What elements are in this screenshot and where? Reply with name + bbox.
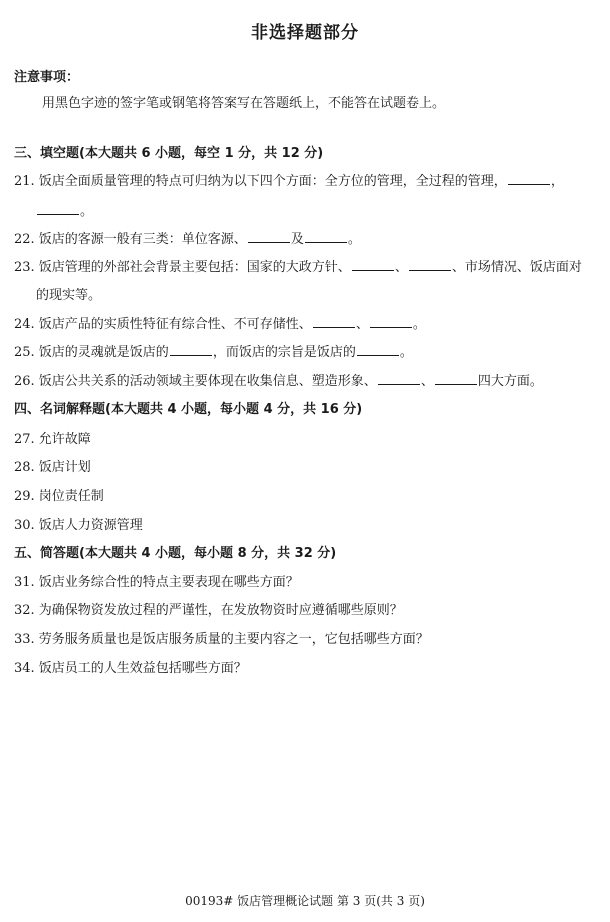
answer-blank (248, 231, 290, 243)
question-26 (14, 370, 543, 389)
section5-heading: 五、简答题(本大题共 4 小题，每小题 8 分，共 32 分) (14, 546, 337, 561)
question-22-text-a: 22. 饭店的客源一般有三类：单位客源、 (14, 232, 247, 247)
question-26-text-b: 、 (420, 374, 434, 389)
question-24-text-c: 。 (412, 317, 426, 332)
question-21-text-c: 。 (80, 204, 94, 219)
answer-blank (170, 344, 212, 356)
question-30: 30. 饭店人力资源管理 (14, 518, 143, 533)
page-footer: 00193# 饭店管理概论试题 第 3 页(共 3 页) (185, 894, 425, 908)
question-23-text-b: 、 (394, 260, 408, 275)
question-32: 32. 为确保物资发放过程的严谨性，在发放物资时应遵循哪些原则？ (14, 603, 403, 618)
question-26-text-a: 26. 饭店公共关系的活动领域主要体现在收集信息、塑造形象、 (14, 374, 377, 389)
question-26-text-c: 四大方面。 (477, 374, 543, 389)
section4-heading: 四、名词解释题(本大题共 4 小题，每小题 4 分，共 16 分) (14, 402, 363, 417)
question-33: 33. 劳务服务质量也是饭店服务质量的主要内容之一，它包括哪些方面？ (14, 632, 429, 647)
question-22 (14, 228, 361, 247)
question-28: 28. 饭店计划 (14, 460, 91, 475)
question-25-text-b: ，而饭店的宗旨是饭店的 (212, 345, 356, 360)
question-25 (14, 341, 413, 360)
question-34: 34. 饭店员工的人生效益包括哪些方面？ (14, 661, 247, 676)
question-23-text-c: 、市场情况、饭店面对 (451, 260, 582, 275)
question-24 (14, 313, 426, 332)
answer-blank (508, 173, 550, 185)
question-23-text-a: 23. 饭店管理的外部社会背景主要包括：国家的大政方针、 (14, 260, 351, 275)
answer-blank (409, 259, 451, 271)
question-25-text-a: 25. 饭店的灵魂就是饭店的 (14, 345, 169, 360)
answer-blank (435, 373, 477, 385)
page-title: 非选择题部分 (251, 23, 359, 43)
question-22-text-c: 。 (347, 232, 361, 247)
notice-heading: 注意事项： (14, 70, 80, 85)
question-29: 29. 岗位责任制 (14, 489, 104, 504)
answer-blank (357, 344, 399, 356)
question-22-text-b: 及 (290, 232, 304, 247)
answer-blank (305, 231, 347, 243)
answer-blank (37, 203, 79, 215)
answer-blank (352, 259, 394, 271)
notice-body: 用黑色字迹的签字笔或钢笔将答案写在答题纸上，不能答在试题卷上。 (42, 96, 446, 111)
question-21-continued (36, 200, 93, 219)
question-21 (14, 170, 564, 189)
question-24-text-b: 、 (355, 317, 369, 332)
answer-blank (313, 316, 355, 328)
question-21-text-a: 21. 饭店全面质量管理的特点可归纳为以下四个方面：全方位的管理，全过程的管理， (14, 174, 507, 189)
question-21-text-b: ， (550, 174, 564, 189)
answer-blank (378, 373, 420, 385)
question-31: 31. 饭店业务综合性的特点主要表现在哪些方面？ (14, 575, 299, 590)
question-23-continued: 的现实等。 (36, 288, 102, 303)
question-24-text-a: 24. 饭店产品的实质性特征有综合性、不可存储性、 (14, 317, 312, 332)
answer-blank (370, 316, 412, 328)
question-25-text-c: 。 (399, 345, 413, 360)
question-27: 27. 允许故障 (14, 432, 91, 447)
question-23 (14, 256, 582, 275)
section3-heading: 三、填空题(本大题共 6 小题，每空 1 分，共 12 分) (14, 146, 324, 161)
